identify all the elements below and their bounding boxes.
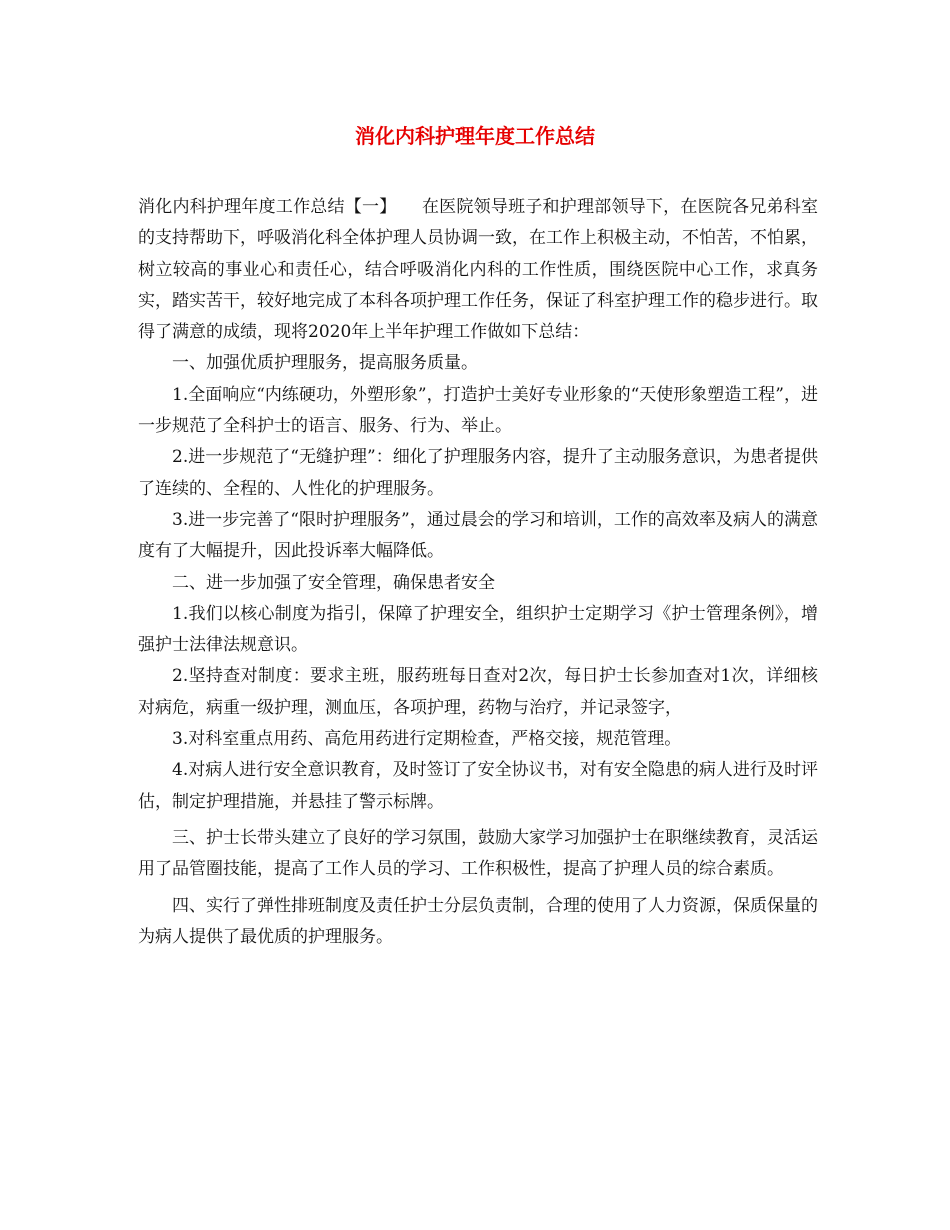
section-heading-1: 一、加强优质护理服务，提高服务质量。 <box>172 353 478 374</box>
list-item: 1.我们以核心制度为指引，保障了护理安全，组织护士定期学习《护士管理条例》，增强护士法律法规意识。 <box>138 603 818 656</box>
list-item: 4.对病人进行安全意识教育，及时签订了安全协议书，对有安全隐患的病人进行及时评估，制定护理措施，并悬挂了警示标牌。 <box>138 760 818 812</box>
list-item: 3.进一步完善了“限时护理服务”，通过晨会的学习和培训，工作的高效率及病人的满意度有了大幅提升，因此投诉率大幅降低。 <box>138 509 818 562</box>
section-heading-2: 二、进一步加强了安全管理，确保患者安全 <box>172 572 495 593</box>
section-paragraph-3: 三、护士长带头建立了良好的学习氛围，鼓励大家学习加强护士在职继续教育，灵活运用了品管圈技能，提高了工作人员的学习、工作积极性，提高了护理人员的综合素质。 <box>138 827 818 880</box>
list-item: 3.对科室重点用药、高危用药进行定期检查，严格交接，规范管理。 <box>172 729 682 750</box>
document-body <box>138 192 818 953</box>
list-item: 1.全面响应“内练硬功，外塑形象”，打造护士美好专业形象的“天使形象塑造工程”，进一步规范了全科护士的语言、服务、行为、举止。 <box>138 384 818 437</box>
list-item: 2.坚持查对制度：要求主班，服药班每日查对2次，每日护士长参加查对1次，详细核对病危，病重一级护理，测血压，各项护理，药物与治疗，并记录签字， <box>138 666 818 718</box>
intro-heading: 消化内科护理年度工作总结【一】 <box>138 197 397 217</box>
list-item: 2.进一步规范了“无缝护理”：细化了护理服务内容，提升了主动服务意识，为患者提供了连续的、全程的、人性化的护理服务。 <box>138 447 818 499</box>
intro-paragraph <box>138 192 818 348</box>
section-paragraph-4: 四、实行了弹性排班制度及责任护士分层负责制，合理的使用了人力资源，保质保量的为病人提供了最优质的护理服务。 <box>138 895 818 947</box>
document-title: 消化内科护理年度工作总结 <box>355 124 595 148</box>
intro-text: 在医院领导班子和护理部领导下，在医院各兄弟科室的支持帮助下，呼吸消化科全体护理人员协调一致，在工作上积极主动，不怕苦，不怕累，树立较高的事业心和责任心，结合呼吸消化内科的工作性质，围绕医院中心工作，求真务实，踏实苦干，较好地完成了本科各项护理工作任务，保证了科室护理工作的稳步进行。取得了满意的成绩，现将2020年上半年护理工作做如下总结： <box>138 197 819 343</box>
